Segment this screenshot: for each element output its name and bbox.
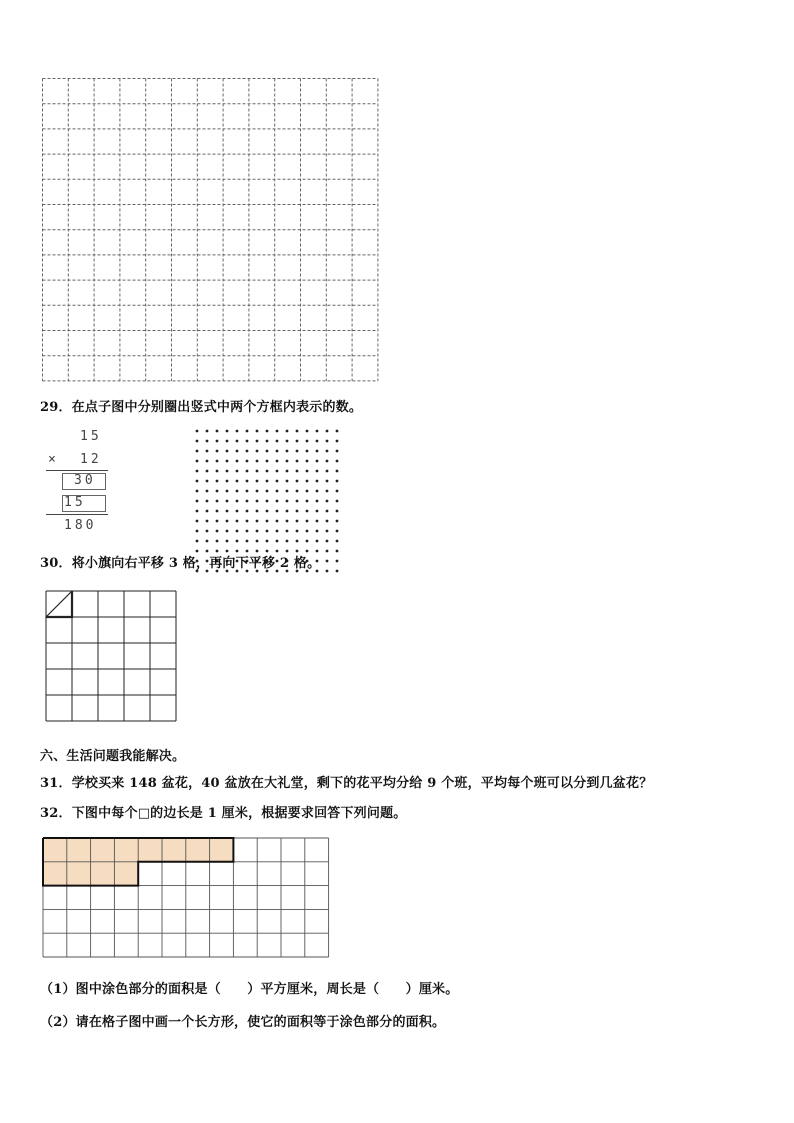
dot xyxy=(256,440,259,443)
dot xyxy=(286,490,289,493)
section-6-title: 六、生活问题我能解决。 xyxy=(40,749,186,764)
dot xyxy=(296,450,299,453)
dot xyxy=(226,460,229,463)
dot xyxy=(206,520,209,523)
dot xyxy=(296,440,299,443)
question-31-text: 31．学校买来 148 盆花，40 盆放在大礼堂，剩下的花平均分给 9 个班，平均每个班可以分到几盆花？ xyxy=(40,776,653,791)
vertical-multiplication xyxy=(40,426,120,536)
dot xyxy=(216,440,219,443)
dot xyxy=(336,430,339,433)
calc-product: 180 xyxy=(64,518,97,533)
question-30-text: 30．将小旗向右平移 3 格，再向下平移 2 格。 xyxy=(40,556,321,571)
dot xyxy=(266,520,269,523)
calc-multiplicand: 15 xyxy=(80,429,102,444)
dot xyxy=(256,540,259,543)
dot xyxy=(196,520,199,523)
dot xyxy=(316,470,319,473)
dot xyxy=(286,510,289,513)
dot xyxy=(196,430,199,433)
dot xyxy=(286,450,289,453)
dot xyxy=(336,500,339,503)
dot xyxy=(286,430,289,433)
dot xyxy=(206,430,209,433)
dot xyxy=(246,460,249,463)
dot xyxy=(326,430,329,433)
dot xyxy=(246,530,249,533)
dot xyxy=(206,450,209,453)
dot xyxy=(266,510,269,513)
dot xyxy=(326,530,329,533)
dot xyxy=(256,470,259,473)
dot xyxy=(196,450,199,453)
dot xyxy=(336,550,339,553)
dot xyxy=(226,530,229,533)
dot xyxy=(196,490,199,493)
question-32-text: 32．下图中每个□的边长是 1 厘米，根据要求回答下列问题。 xyxy=(40,806,407,821)
dot xyxy=(306,540,309,543)
dot xyxy=(336,570,339,573)
question-32-sub1: （1）图中涂色部分的面积是（ ）平方厘米，周长是（ ）厘米。 xyxy=(40,982,459,997)
dot-grid[interactable] xyxy=(194,428,340,534)
dot xyxy=(256,480,259,483)
dot xyxy=(246,520,249,523)
calc-operator: × xyxy=(48,452,59,467)
dot xyxy=(236,490,239,493)
dot xyxy=(296,520,299,523)
dot xyxy=(266,480,269,483)
dot xyxy=(276,460,279,463)
dot xyxy=(276,480,279,483)
dot xyxy=(226,440,229,443)
dot xyxy=(276,530,279,533)
dot xyxy=(316,450,319,453)
dot xyxy=(246,500,249,503)
dot xyxy=(306,430,309,433)
dot xyxy=(336,460,339,463)
dot xyxy=(206,530,209,533)
dot xyxy=(256,490,259,493)
dot xyxy=(326,450,329,453)
dot xyxy=(316,510,319,513)
calc-line-2 xyxy=(46,514,108,515)
dot xyxy=(336,560,339,563)
dot xyxy=(326,480,329,483)
dot xyxy=(296,490,299,493)
dot xyxy=(216,470,219,473)
top-dashed-grid xyxy=(42,78,382,384)
dot xyxy=(256,500,259,503)
dot xyxy=(296,430,299,433)
dot xyxy=(246,470,249,473)
dot xyxy=(206,480,209,483)
dot xyxy=(336,510,339,513)
dot xyxy=(316,440,319,443)
dot xyxy=(306,450,309,453)
dot xyxy=(216,430,219,433)
dot xyxy=(316,480,319,483)
dot xyxy=(306,460,309,463)
dot xyxy=(206,500,209,503)
dot xyxy=(216,490,219,493)
dot xyxy=(316,460,319,463)
dot xyxy=(266,530,269,533)
dot xyxy=(276,440,279,443)
dot xyxy=(296,510,299,513)
dot xyxy=(316,430,319,433)
calc-partial-2: 15 xyxy=(64,495,86,510)
calc-line-1 xyxy=(46,470,108,471)
dot xyxy=(336,540,339,543)
dot xyxy=(316,500,319,503)
dot xyxy=(236,520,239,523)
question-29-text: 29．在点子图中分别圈出竖式中两个方框内表示的数。 xyxy=(40,400,363,415)
dot xyxy=(206,510,209,513)
dot xyxy=(326,500,329,503)
dot xyxy=(206,470,209,473)
dot xyxy=(306,530,309,533)
dot xyxy=(216,540,219,543)
dot xyxy=(226,500,229,503)
dot xyxy=(246,430,249,433)
dot xyxy=(266,440,269,443)
dot xyxy=(236,540,239,543)
dot xyxy=(196,530,199,533)
dot xyxy=(276,430,279,433)
dot xyxy=(236,470,239,473)
dot xyxy=(306,500,309,503)
dot xyxy=(266,450,269,453)
dot xyxy=(286,460,289,463)
dot xyxy=(286,520,289,523)
flag-icon xyxy=(46,591,72,617)
dot xyxy=(216,450,219,453)
dot xyxy=(316,540,319,543)
dot xyxy=(336,520,339,523)
dot xyxy=(336,530,339,533)
dot xyxy=(286,440,289,443)
dot xyxy=(326,470,329,473)
dot xyxy=(306,490,309,493)
dot xyxy=(226,470,229,473)
dot xyxy=(286,500,289,503)
dot xyxy=(266,540,269,543)
dot xyxy=(336,440,339,443)
dot xyxy=(326,550,329,553)
question-32-sub2: （2）请在格子图中画一个长方形，使它的面积等于涂色部分的面积。 xyxy=(40,1015,446,1030)
dot xyxy=(266,500,269,503)
dot xyxy=(246,440,249,443)
dot xyxy=(296,540,299,543)
dot xyxy=(326,460,329,463)
dot xyxy=(326,520,329,523)
dot xyxy=(336,490,339,493)
dot xyxy=(226,540,229,543)
dot xyxy=(326,510,329,513)
dot xyxy=(336,450,339,453)
dot xyxy=(196,440,199,443)
dot xyxy=(276,540,279,543)
dot xyxy=(276,450,279,453)
dot xyxy=(236,430,239,433)
dot xyxy=(216,460,219,463)
dot xyxy=(196,480,199,483)
dot xyxy=(226,430,229,433)
dot xyxy=(326,560,329,563)
dot xyxy=(246,510,249,513)
dot xyxy=(236,510,239,513)
dot xyxy=(326,490,329,493)
dot xyxy=(276,520,279,523)
dot xyxy=(196,500,199,503)
dot xyxy=(306,440,309,443)
dot xyxy=(336,470,339,473)
dot xyxy=(316,490,319,493)
dot xyxy=(256,430,259,433)
dot xyxy=(226,520,229,523)
dot xyxy=(236,480,239,483)
dot xyxy=(246,480,249,483)
dot xyxy=(306,520,309,523)
dot xyxy=(236,500,239,503)
dot xyxy=(196,470,199,473)
dot xyxy=(246,450,249,453)
dot xyxy=(216,530,219,533)
dot xyxy=(286,530,289,533)
dot xyxy=(306,480,309,483)
dot xyxy=(256,460,259,463)
dot xyxy=(266,430,269,433)
dot xyxy=(226,510,229,513)
dot xyxy=(266,490,269,493)
dot xyxy=(206,440,209,443)
dot xyxy=(216,520,219,523)
dot xyxy=(306,510,309,513)
dot xyxy=(256,450,259,453)
dot xyxy=(296,530,299,533)
dot xyxy=(276,490,279,493)
dot xyxy=(296,470,299,473)
dot xyxy=(206,540,209,543)
area-grid[interactable] xyxy=(42,837,332,961)
dot xyxy=(336,480,339,483)
dot xyxy=(296,460,299,463)
dot xyxy=(236,450,239,453)
dot xyxy=(256,530,259,533)
dot xyxy=(326,440,329,443)
dot xyxy=(216,510,219,513)
dot xyxy=(236,530,239,533)
dot xyxy=(316,530,319,533)
dot xyxy=(256,510,259,513)
dot xyxy=(216,480,219,483)
dot xyxy=(326,570,329,573)
calc-multiplier: 12 xyxy=(80,452,102,467)
dot xyxy=(256,520,259,523)
flag-grid[interactable] xyxy=(45,590,179,724)
dot xyxy=(326,540,329,543)
dot xyxy=(226,450,229,453)
dot xyxy=(236,460,239,463)
dot xyxy=(196,510,199,513)
dot xyxy=(226,490,229,493)
dot xyxy=(276,500,279,503)
dot xyxy=(206,460,209,463)
dot xyxy=(316,520,319,523)
dot xyxy=(246,490,249,493)
dot xyxy=(296,480,299,483)
dot xyxy=(226,480,229,483)
calc-partial-1: 30 xyxy=(74,473,96,488)
dot xyxy=(266,470,269,473)
dot xyxy=(286,470,289,473)
dot xyxy=(246,540,249,543)
dot xyxy=(276,470,279,473)
dot xyxy=(266,460,269,463)
dot xyxy=(276,510,279,513)
dot xyxy=(286,540,289,543)
dot xyxy=(236,440,239,443)
flag-diagonal xyxy=(46,591,72,617)
dot xyxy=(216,500,219,503)
dot xyxy=(306,470,309,473)
dot xyxy=(196,540,199,543)
dot xyxy=(296,500,299,503)
dot xyxy=(196,460,199,463)
dot xyxy=(206,490,209,493)
dot xyxy=(286,480,289,483)
